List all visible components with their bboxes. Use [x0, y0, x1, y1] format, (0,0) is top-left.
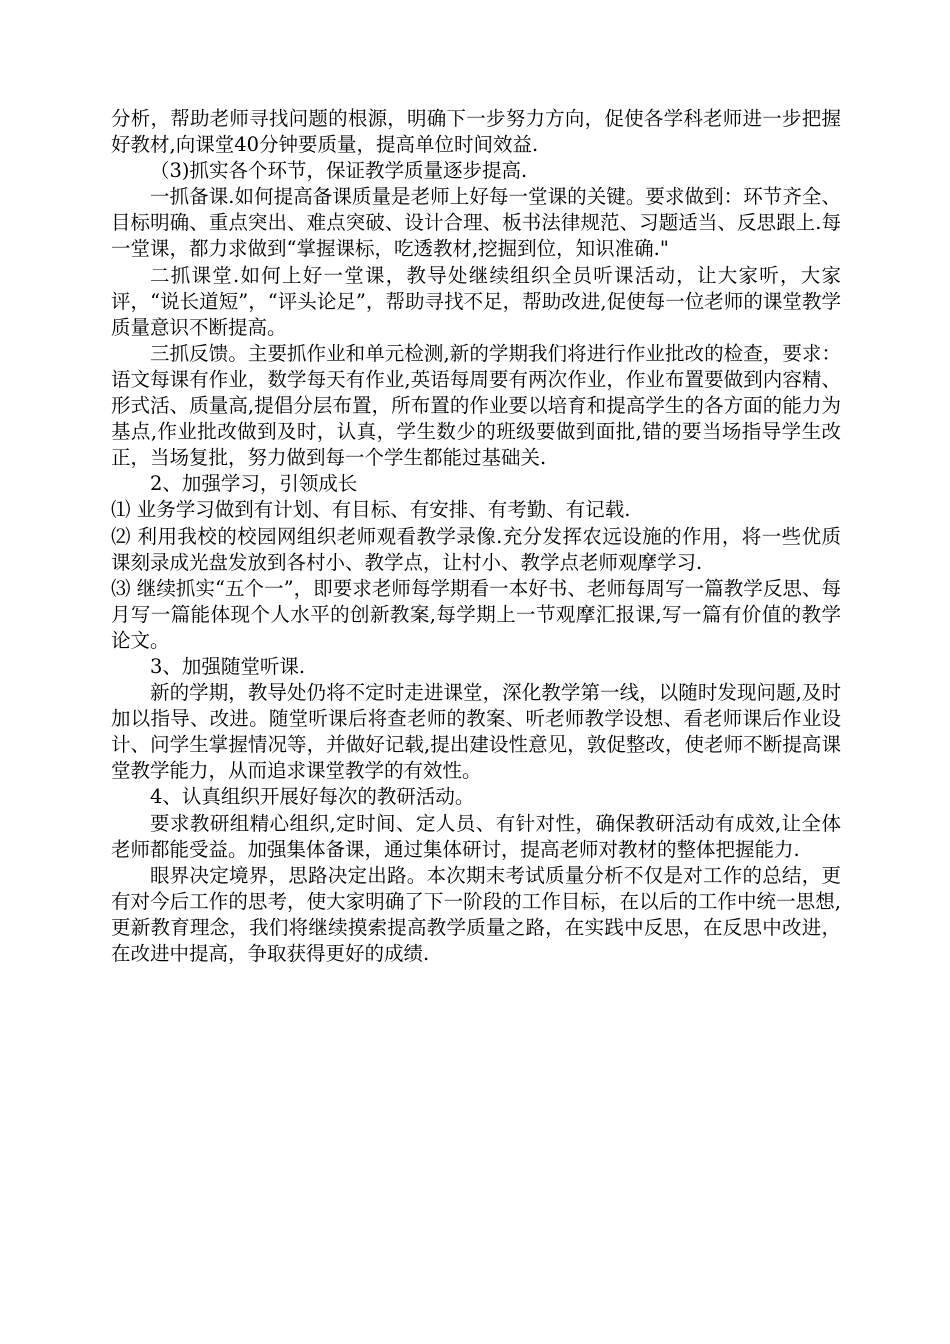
paragraph-classroom: 二抓课堂.如何上好一堂课，教导处继续组织全员听课活动，让大家听，大家评，“说长道短”，“评头论足”，帮助寻找不足，帮助改进,促使每一位老师的课堂教学质量意识不断提高。: [111, 263, 841, 339]
paragraph-lesson-preparation: 一抓备课.如何提高备课质量是老师上好每一堂课的关键。要求做到：环节齐全、目标明确、重点突出、难点突破、设计合理、板书法律规范、习题适当、反思跟上.每一堂课，都力求做到“掌握课标，吃透教材,挖掘到位，知识准确.": [111, 185, 841, 261]
paragraph-class-observation: 新的学期，教导处仍将不定时走进课堂，深化教学第一线，以随时发现问题,及时加以指导、改进。随堂听课后将查老师的教案、听老师教学设想、看老师课后作业设计、问学生掌握情况等，并做好记载,提出建设性意见，敦促整改，使老师不断提高课堂教学能力，从而追求课堂教学的有效性。: [111, 681, 841, 783]
list-item-campus-network: ⑵ 利用我校的校园网组织老师观看教学录像.充分发挥农远设施的作用，将一些优质课刻录成光盘发放到各村小、教学点，让村小、教学点老师观摩学习.: [111, 524, 841, 574]
section-heading-class-observation: 3、加强随堂听课.: [150, 654, 306, 678]
list-item-five-ones: ⑶ 继续抓实“五个一”，即要求老师每学期看一本好书、老师每周写一篇教学反思、每月写一篇能体现个人水平的创新教案,每学期上一节观摩汇报课,写一篇有价值的教学论文。: [111, 576, 841, 652]
section-heading-teaching-research: 4、认真组织开展好每次的教研活动。: [150, 785, 475, 809]
paragraph-feedback: 三抓反馈。主要抓作业和单元检测,新的学期我们将进行作业批改的检查，要求：语文每课有作业，数学每天有作业,英语每周要有两次作业，作业布置要做到内容精、形式活、质量高,提倡分层布置，所布置的作业要以培育和提高学生的各方面的能力为基点,作业批改做到及时，认真，学生数少的班级要做到面批,错的要当场指导学生改正，当场复批，努力做到每一个学生都能过基础关.: [111, 341, 841, 470]
section-heading-strengthen-learning: 2、加强学习，引领成长: [150, 472, 358, 496]
section-heading-grasp-links: （3)抓实各个环节，保证教学质量逐步提高.: [150, 159, 528, 183]
document-page: [111, 106, 841, 967]
paragraph-teaching-research: 要求教研组精心组织,定时间、定人员、有针对性，确保教研活动有成效,让全体老师都能受益。加强集体备课，通过集体研讨，提高老师对教材的整体把握能力.: [111, 811, 841, 861]
paragraph-analysis-continued: 分析，帮助老师寻找问题的根源，明确下一步努力方向，促使各学科老师进一步把握好教材,向课堂40分钟要质量，提高单位时间效益.: [111, 107, 841, 157]
paragraph-conclusion: 眼界决定境界，思路决定出路。本次期末考试质量分析不仅是对工作的总结，更有对今后工作的思考，使大家明确了下一阶段的工作目标，在以后的工作中统一思想,更新教育理念，我们将继续摸索提高教学质量之路，在实践中反思，在反思中改进，在改进中提高，争取获得更好的成绩.: [111, 863, 841, 965]
list-item-business-study: ⑴ 业务学习做到有计划、有目标、有安排、有考勤、有记载.: [111, 498, 631, 522]
